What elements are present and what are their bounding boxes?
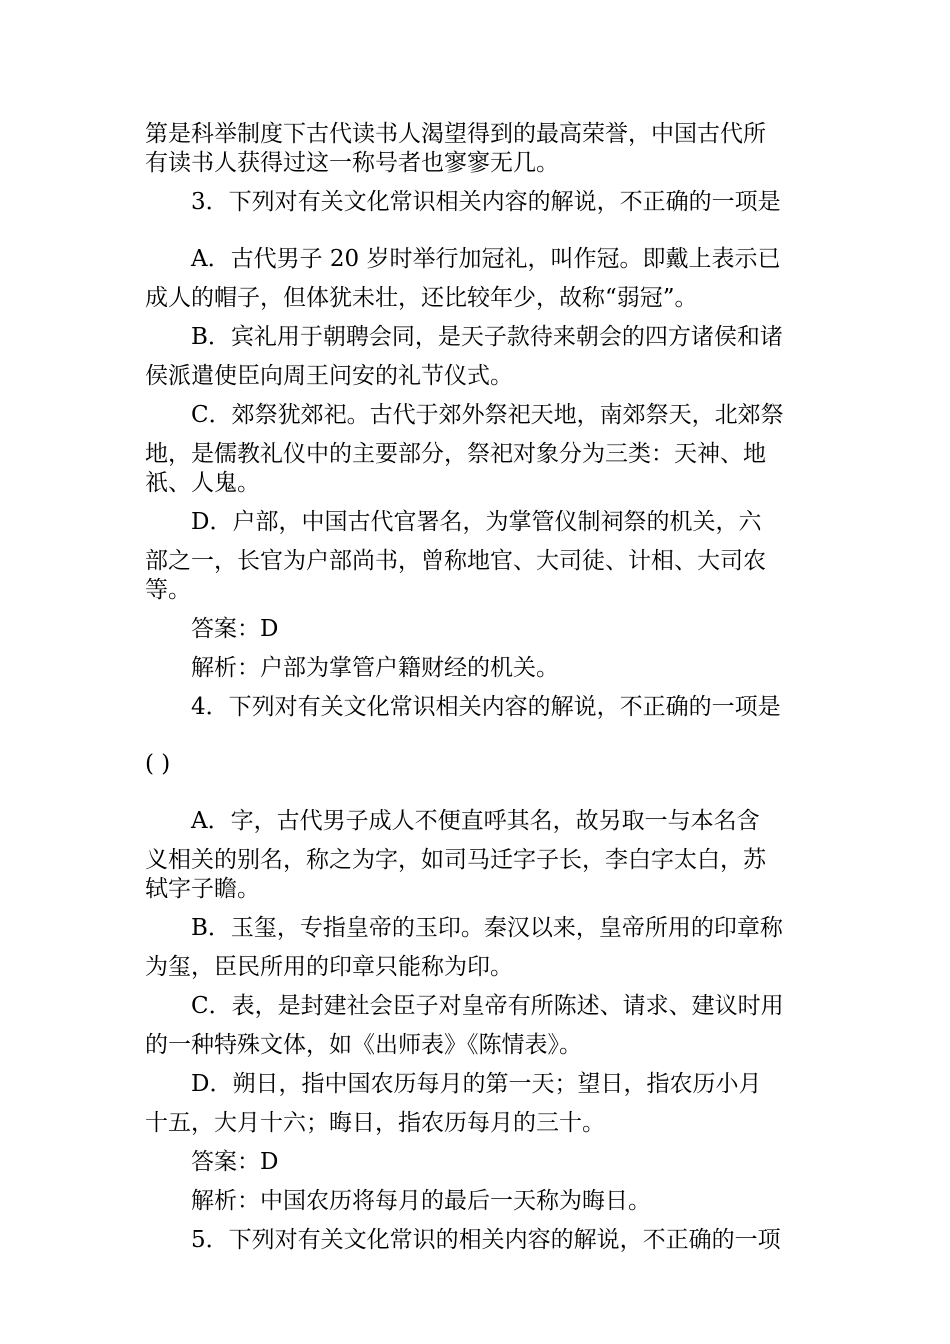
answer-label: 答案： [191, 1149, 260, 1175]
analysis-text: 中国农历将每月的最后一天称为晦日。 [260, 1188, 651, 1214]
q4-option-b: B．玉玺，专指皇帝的玉印。秦汉以来，皇帝所用的印章称 为玺，臣民所用的印章只能称为印。 [145, 915, 783, 980]
q4-answer [145, 1148, 807, 1177]
q3-option-a: A．古代男子 20 岁时举行加冠礼，叫作冠。即戴上表示已 成人的帽子，但体犹未壮，还比较年少，故称“弱冠”。 [145, 246, 781, 311]
question-3-stem: 3．下列对有关文化常识相关内容的解说，不正确的一项是 [191, 189, 781, 215]
question-5-stem: 5．下列对有关文化常识的相关内容的解说，不正确的一项 [191, 1227, 781, 1253]
answer-label: 答案： [191, 616, 260, 642]
answer-paren: ( ) [145, 751, 171, 777]
intro-paragraph [145, 120, 807, 178]
analysis-text: 户部为掌管户籍财经的机关。 [260, 655, 559, 681]
q3-option-d: D．户部，中国古代官署名，为掌管仪制祠祭的机关，六 部之一，长官为户部尚书，曾称地官、大司徒、计相、大司农 等。 [145, 509, 766, 603]
analysis-label: 解析： [191, 655, 260, 681]
text-line: 有读书人获得过这一称号者也寥寥无几。 [145, 150, 559, 176]
q4-analysis [145, 1187, 807, 1216]
q4-option-c: C．表，是封建社会臣子对皇帝有所陈述、请求、建议时用 的一种特殊文体，如《出师表》《陈情表》。 [145, 993, 784, 1058]
q3-option-c: C．郊祭犹郊祀。古代于郊外祭祀天地，南郊祭天，北郊祭 地，是儒教礼仪中的主要部分，祭祀对象分为三类：天神、地 祇、人鬼。 [145, 402, 784, 496]
q3-option-b: B．宾礼用于朝聘会同，是天子款待来朝会的四方诸侯和诸 侯派遣使臣向周王问安的礼节仪式。 [145, 324, 783, 389]
document-page [145, 120, 807, 1255]
answer-value: D [260, 1149, 279, 1175]
q4-option-a: A．字，古代男子成人不便直呼其名，故另取一与本名含 义相关的别名，称之为字，如司马迁字子长，李白字太白，苏 轼字子瞻。 [145, 808, 766, 902]
q4-option-d: D．朔日，指中国农历每月的第一天；望日，指农历小月 十五，大月十六；晦日，指农历每月的三十。 [145, 1071, 762, 1136]
text-line: 第是科举制度下古代读书人渴望得到的最高荣誉，中国古代所 [145, 121, 766, 147]
question-4-stem: 4．下列对有关文化常识相关内容的解说，不正确的一项是 [191, 694, 781, 720]
analysis-label: 解析： [191, 1188, 260, 1214]
q3-answer [145, 615, 807, 644]
answer-value: D [260, 616, 279, 642]
q3-analysis [145, 654, 807, 683]
